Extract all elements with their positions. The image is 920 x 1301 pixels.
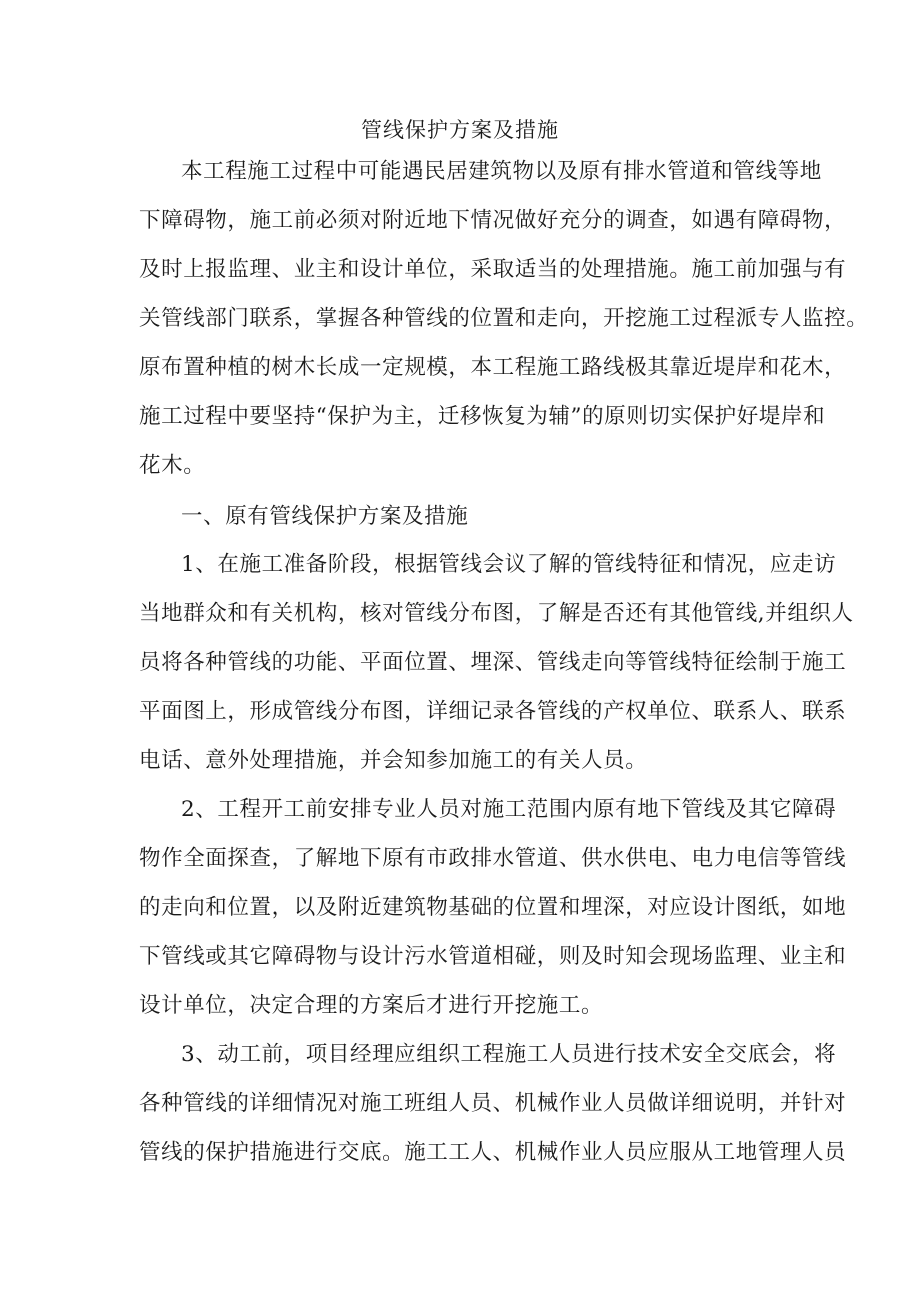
paragraph-line: 2、工程开工前安排专业人员对施工范围内原有地下管线及其它障碍 bbox=[181, 797, 837, 822]
paragraph-line: 的走向和位置，以及附近建筑物基础的位置和埋深，对应设计图纸，如地 bbox=[139, 895, 847, 920]
paragraph-line: 设计单位，决定合理的方案后才进行开挖施工。 bbox=[139, 993, 604, 1018]
paragraph-line: 本工程施工过程中可能遇民居建筑物以及原有排水管道和管线等地 bbox=[181, 159, 822, 184]
paragraph-line: 关管线部门联系，掌握各种管线的位置和走向，开挖施工过程派专人监控。 bbox=[139, 306, 869, 331]
paragraph-line: 施工过程中要坚持“保护为主，迁移恢复为辅”的原则切实保护好堤岸和 bbox=[139, 404, 826, 429]
paragraph-line: 电话、意外处理措施，并会知参加施工的有关人员。 bbox=[139, 748, 648, 773]
paragraph-line: 当地群众和有关机构，核对管线分布图，了解是否还有其他管线,并组织人 bbox=[139, 601, 854, 626]
paragraph-line: 管线的保护措施进行交底。施工工人、机械作业人员应服从工地管理人员 bbox=[139, 1140, 847, 1165]
paragraph-line: 3、动工前，项目经理应组织工程施工人员进行技术安全交底会，将 bbox=[181, 1042, 837, 1067]
paragraph-line: 物作全面探查，了解地下原有市政排水管道、供水供电、电力电信等管线 bbox=[139, 846, 847, 871]
paragraph-line: 花木。 bbox=[139, 453, 206, 478]
section-heading: 一、原有管线保护方案及措施 bbox=[181, 504, 469, 529]
paragraph-line: 及时上报监理、业主和设计单位，采取适当的处理措施。施工前加强与有 bbox=[139, 257, 847, 282]
paragraph-line: 平面图上，形成管线分布图，详细记录各管线的产权单位、联系人、联系 bbox=[139, 699, 847, 724]
paragraph-line: 各种管线的详细情况对施工班组人员、机械作业人员做详细说明，并针对 bbox=[139, 1091, 847, 1116]
paragraph-line: 原布置种植的树木长成一定规模，本工程施工路线极其靠近堤岸和花木， bbox=[139, 355, 847, 380]
paragraph-line: 下障碍物，施工前必须对附近地下情况做好充分的调查，如遇有障碍物， bbox=[139, 208, 847, 233]
paragraph-line: 下管线或其它障碍物与设计污水管道相碰，则及时知会现场监理、业主和 bbox=[139, 944, 847, 969]
paragraph-line: 1、在施工准备阶段，根据管线会议了解的管线特征和情况，应走访 bbox=[181, 552, 837, 577]
document-title: 管线保护方案及措施 bbox=[361, 118, 559, 142]
paragraph-line: 员将各种管线的功能、平面位置、埋深、管线走向等管线特征绘制于施工 bbox=[139, 650, 847, 675]
